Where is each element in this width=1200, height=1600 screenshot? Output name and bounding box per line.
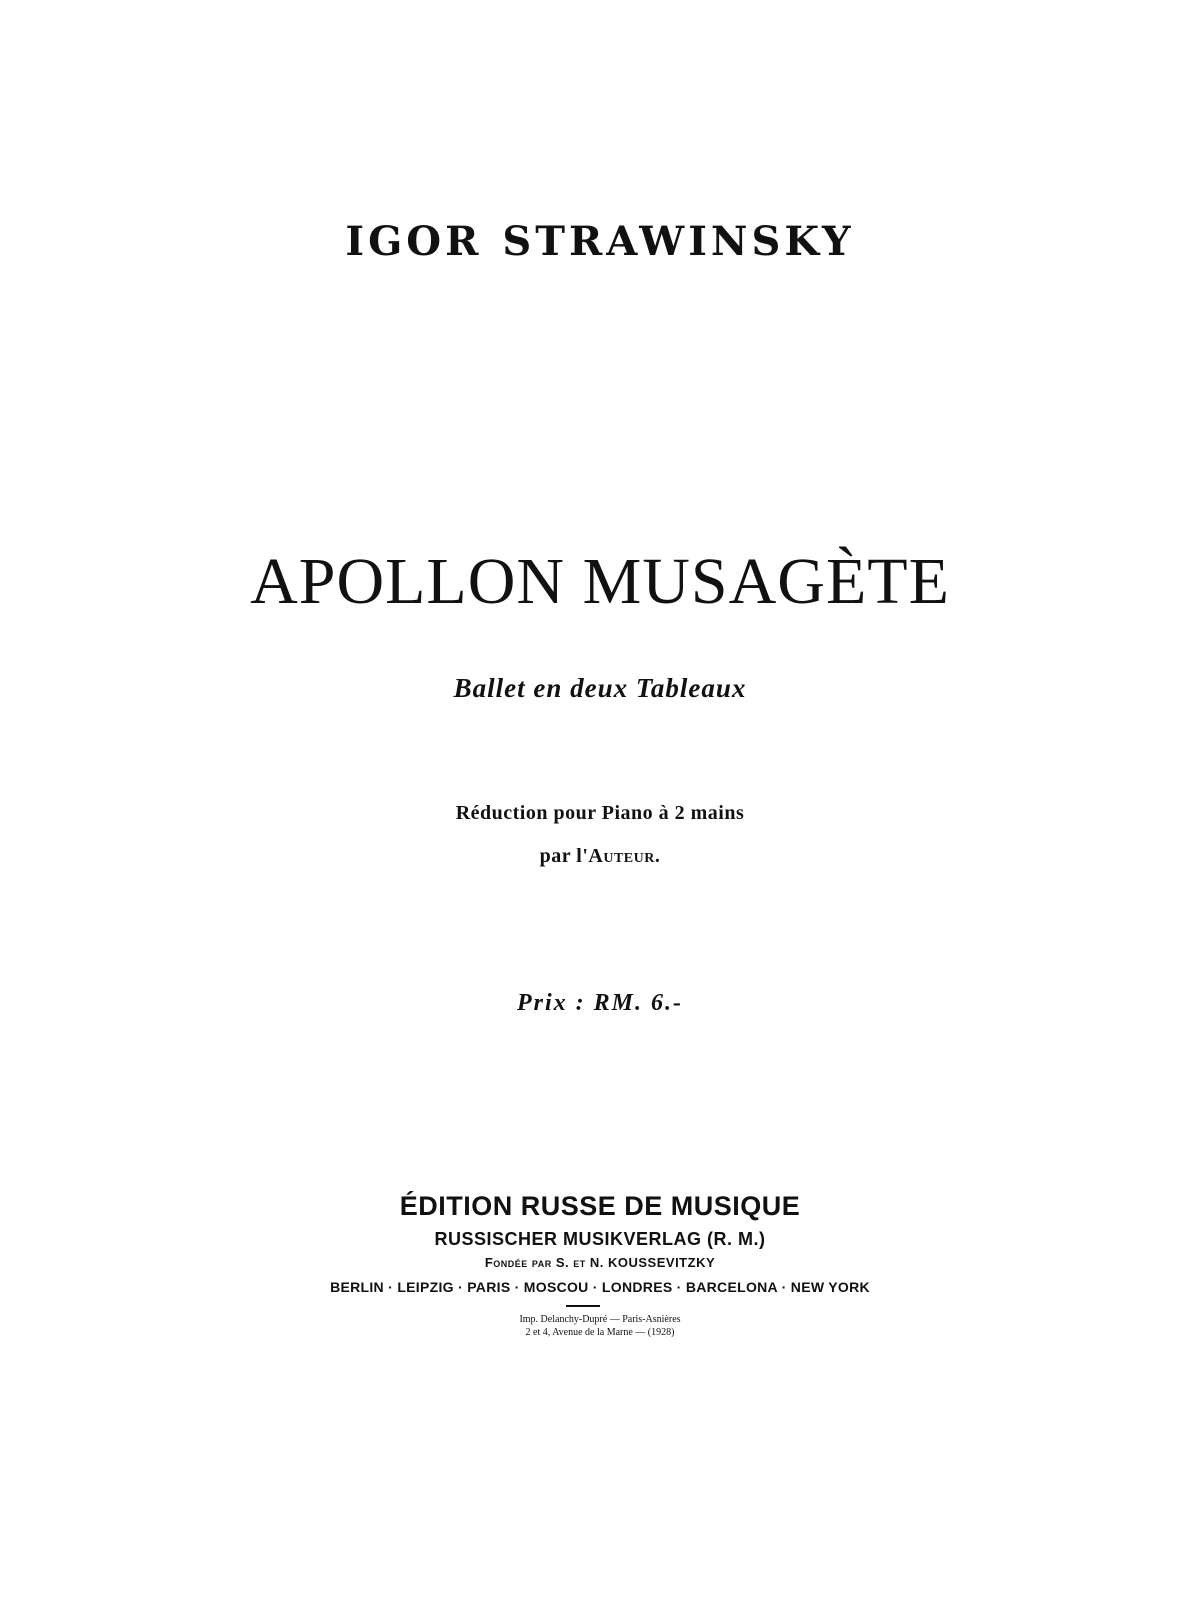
work-title: APOLLON MUSAGÈTE xyxy=(250,545,950,618)
publisher-name: ÉDITION RUSSE DE MUSIQUE xyxy=(399,1191,801,1221)
divider-rule xyxy=(566,1305,600,1307)
founder-prefix: Fondée par S. et xyxy=(484,1255,586,1270)
founder-credit xyxy=(0,1256,1200,1269)
arranger-prefix: par l' xyxy=(539,845,589,867)
printer-line-1: Imp. Delanchy-Dupré — Paris-Asnières xyxy=(519,1314,681,1325)
composer-last-name: STRAWINSKY xyxy=(502,218,855,265)
composer-name xyxy=(0,218,1200,265)
price-label: Prix : RM. 6.- xyxy=(517,990,683,1016)
founder-name: N. KOUSSEVITZKY xyxy=(589,1255,716,1270)
printer-imprint xyxy=(0,1314,1200,1339)
publisher-cities: BERLIN · LEIPZIG · PARIS · MOSCOU · LONDRES · BARCELONA · NEW YORK xyxy=(330,1279,870,1295)
composer-first-name: IGOR xyxy=(345,218,483,265)
reduction-note: Réduction pour Piano à 2 mains xyxy=(455,802,745,824)
arranger-name: Auteur. xyxy=(588,845,661,867)
printer-line-2: 2 et 4, Avenue de la Marne — (1928) xyxy=(525,1326,675,1338)
arranger-credit xyxy=(0,846,1200,866)
publisher-german-name: RUSSISCHER MUSIKVERLAG (R. M.) xyxy=(434,1229,766,1249)
work-subtitle: Ballet en deux Tableaux xyxy=(453,673,747,703)
